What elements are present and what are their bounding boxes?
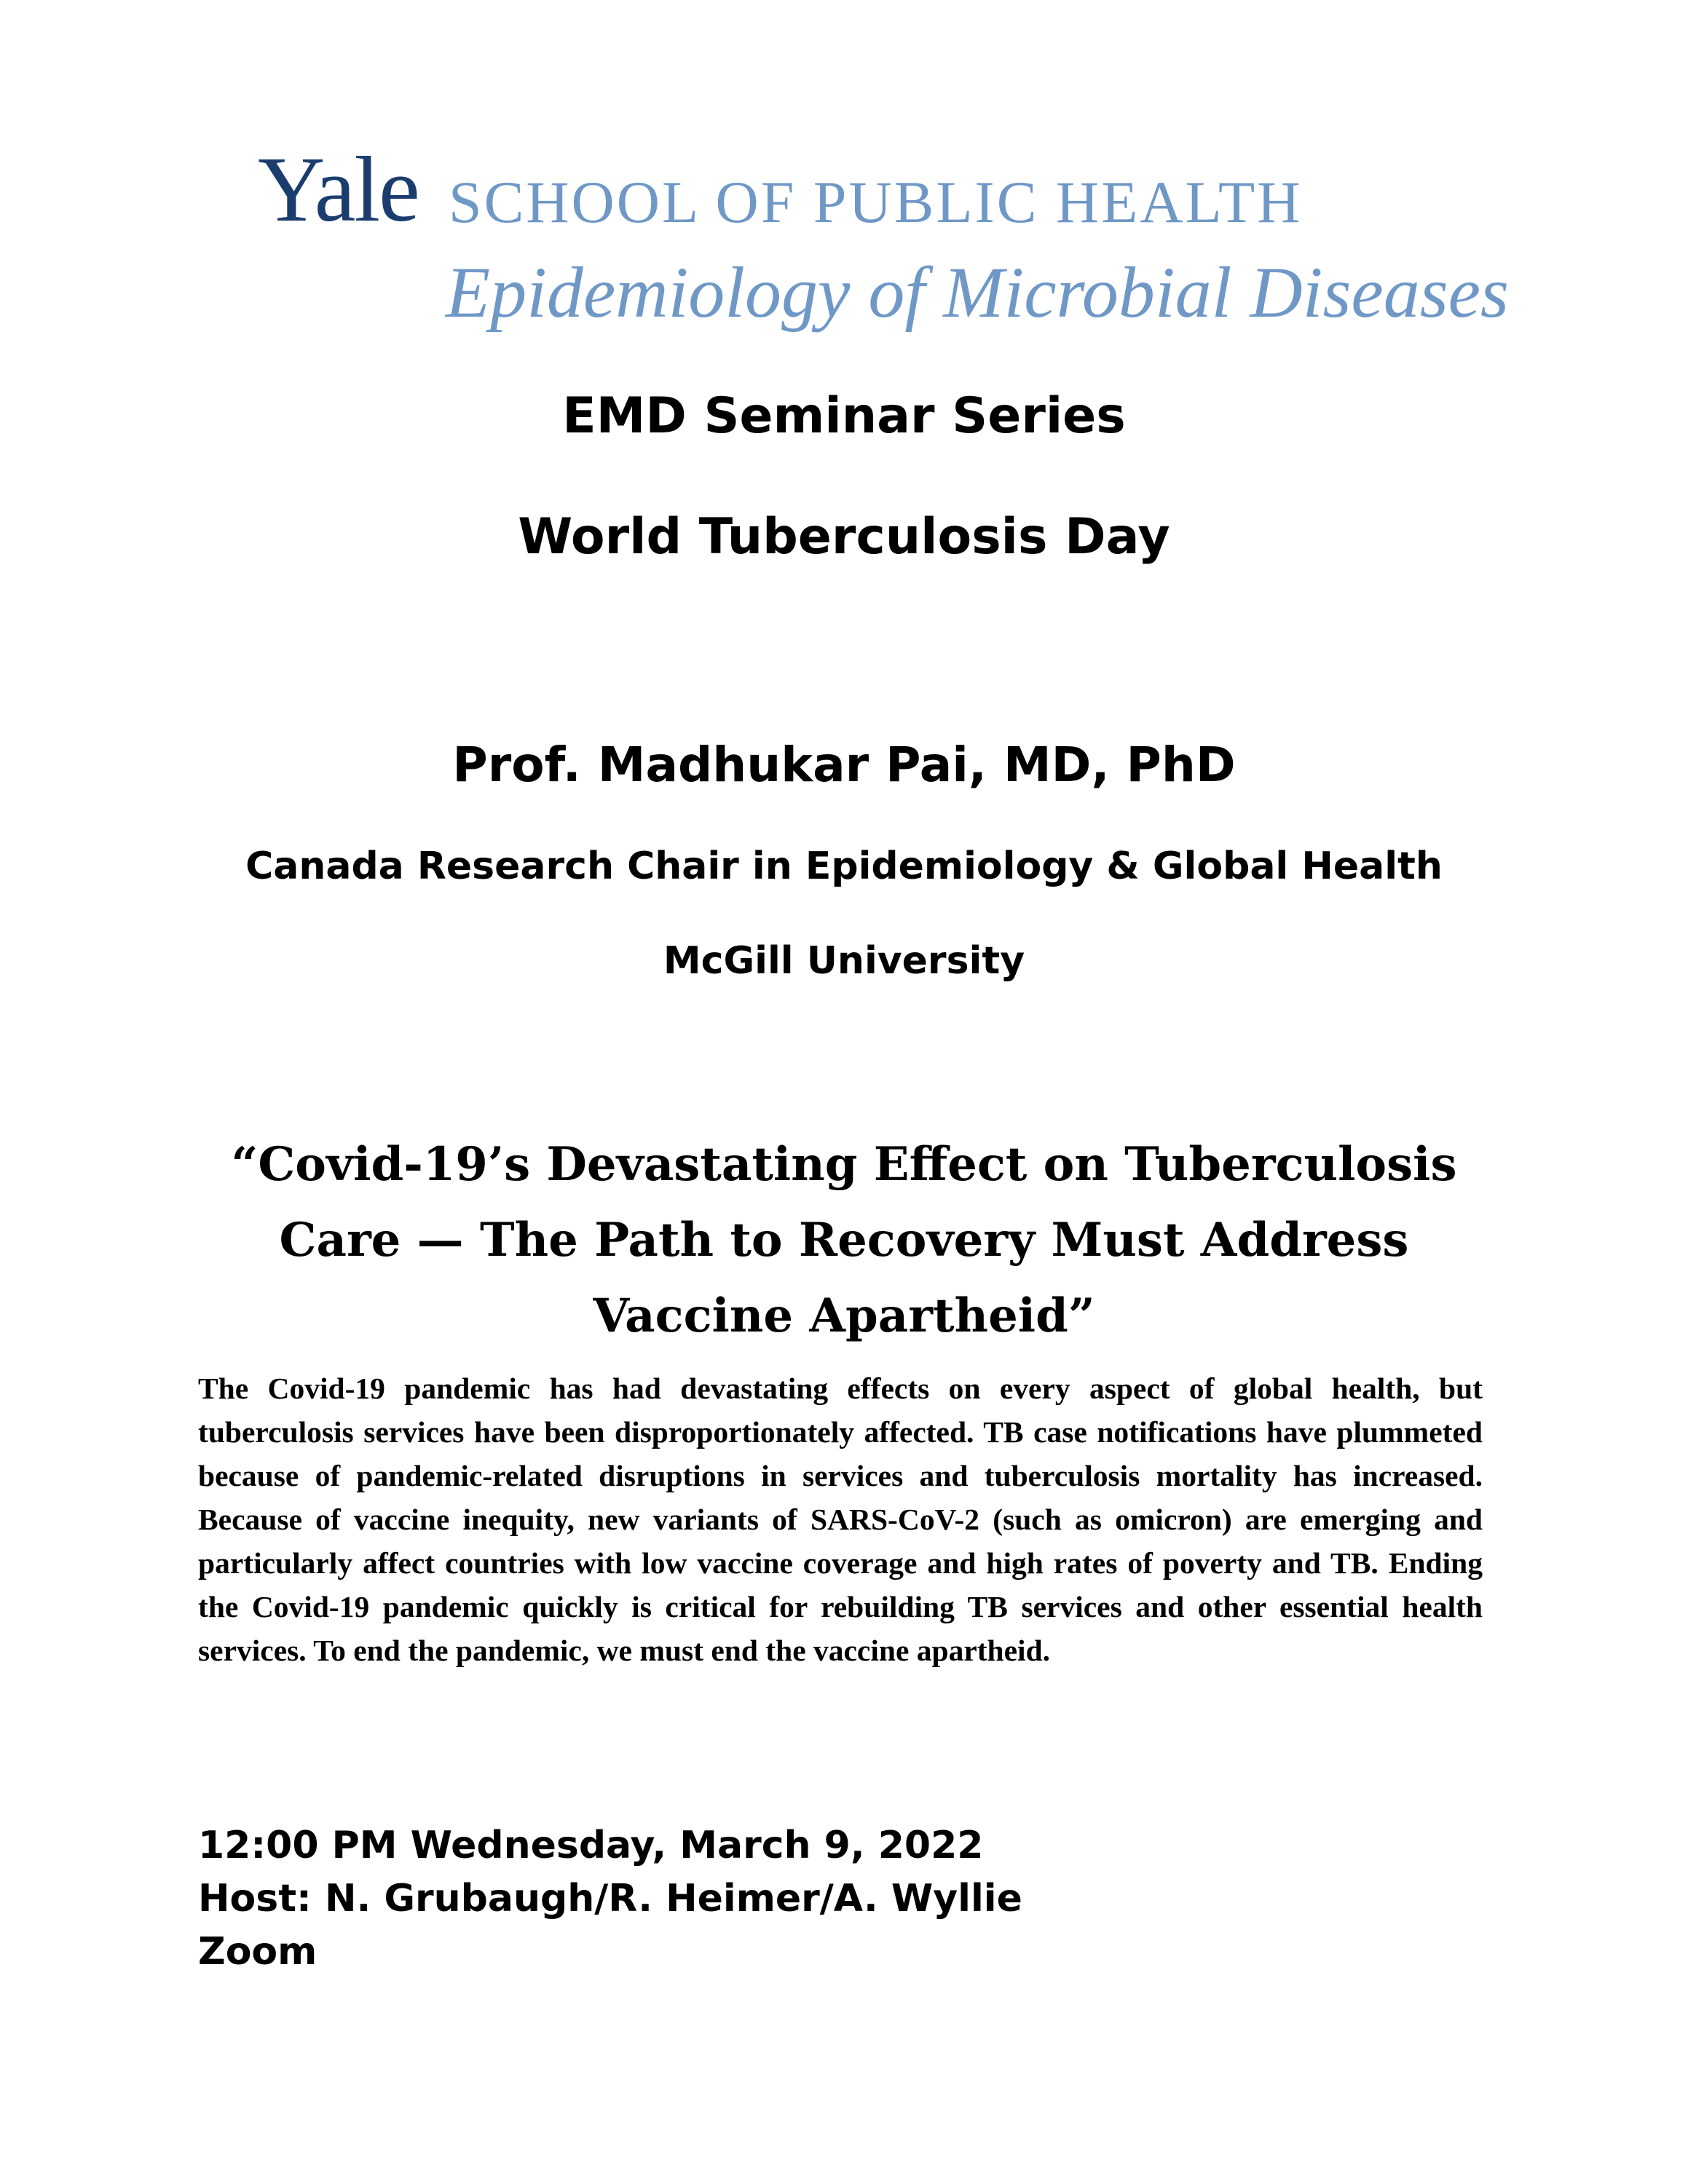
seminar-series-title: EMD Seminar Series <box>562 387 1126 445</box>
talk-title-line: Care — The Path to Recovery Must Address <box>279 1213 1409 1267</box>
talk-title-line: Vaccine Apartheid” <box>593 1289 1095 1343</box>
talk-title <box>218 1127 1470 1354</box>
talk-title-line: “Covid-19’s Devastating Effect on Tuberculosis <box>231 1137 1457 1192</box>
school-name: SCHOOL OF PUBLIC HEALTH <box>449 169 1303 235</box>
department-name: Epidemiology of Microbial Diseases <box>446 252 1509 333</box>
event-occasion: World Tuberculosis Day <box>518 508 1170 566</box>
speaker-title: Canada Research Chair in Epidemiology & Global Health <box>245 844 1443 888</box>
event-location: Zoom <box>198 1930 318 1974</box>
event-datetime: 12:00 PM Wednesday, March 9, 2022 <box>198 1824 984 1867</box>
event-host: Host: N. Grubaugh/R. Heimer/A. Wyllie <box>198 1877 1022 1920</box>
speaker-affiliation: McGill University <box>663 939 1025 983</box>
talk-abstract: The Covid-19 pandemic has had devastating effects on every aspect of global health, but tuberculosis services have been disproportionately affected. TB case notifications have plummeted because of pandemic-related disruptions in services and tuberculosis mortality has increased. Because of vaccine inequity, new variants of SARS-CoV-2 (such as omicron) are emerging and particularly affect countries with low vaccine coverage and high rates of poverty and TB. Ending the Covid-19 pandemic quickly is critical for rebuilding TB services and other essential health services. To end the pandemic, we must end the vaccine apartheid. <box>198 1372 1483 1667</box>
yale-wordmark: Yale <box>258 138 419 241</box>
speaker-name: Prof. Madhukar Pai, MD, PhD <box>452 737 1236 793</box>
